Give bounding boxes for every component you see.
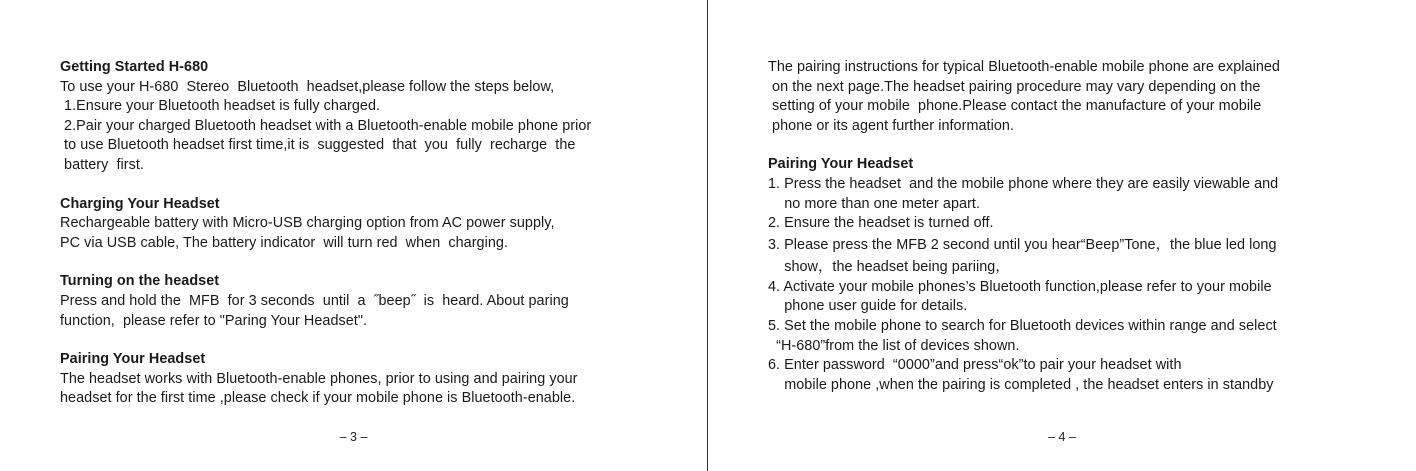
text-line: show，the headset being pariing，: [768, 258, 1010, 275]
text-line: Rechargeable battery with Micro-USB charging option from AC power supply,: [60, 215, 555, 232]
section-pairing: [60, 350, 680, 409]
text-line: 4. Activate your mobile phones’s Bluetooth function,please refer to your mobile: [768, 278, 1272, 295]
section-heading: Pairing Your Headset: [768, 156, 914, 173]
step-item: [768, 356, 1388, 395]
right-page: [708, 0, 1416, 471]
text-line: 3. Please press the MFB 2 second until you hear“Beep”Tone，the blue led long: [768, 236, 1277, 253]
text-line: on the next page.The headset pairing procedure may vary depending on the: [768, 78, 1261, 95]
text-line: phone or its agent further information.: [768, 117, 1014, 134]
text-line: no more than one meter apart.: [768, 195, 981, 212]
text-line: 6. Enter password “0000”and press“ok”to pair your headset with: [768, 357, 1182, 374]
text-line: PC via USB cable, The battery indicator will turn red when charging.: [60, 234, 509, 251]
text-line: 5. Set the mobile phone to search for Bluetooth devices within range and select: [768, 317, 1277, 334]
section-getting-started: [60, 58, 680, 176]
text-line: The pairing instructions for typical Bluetooth-enable mobile phone are explained: [768, 59, 1280, 75]
text-line: function, please refer to "Paring Your Headset".: [60, 312, 368, 329]
text-line: 2.Pair your charged Bluetooth headset with a Bluetooth-enable mobile phone prior: [60, 117, 592, 134]
step-item: [768, 278, 1388, 317]
text-line: setting of your mobile phone.Please contact the manufacture of your mobile: [768, 98, 1262, 115]
page-number: – 3 –: [339, 430, 368, 444]
text-line: mobile phone ,when the pairing is completed , the headset enters in standby: [768, 376, 1274, 393]
section-heading: Turning on the headset: [60, 273, 220, 290]
text-line: 1.Ensure your Bluetooth headset is fully charged.: [60, 98, 381, 115]
text-line: headset for the first time ,please check if your mobile phone is Bluetooth-enable.: [60, 390, 576, 407]
step-item: [768, 317, 1388, 356]
section-pairing-steps: [768, 155, 1388, 395]
left-page: [0, 0, 707, 471]
page-number: – 4 –: [1048, 430, 1076, 444]
text-line: 1. Press the headset and the mobile phone where they are easily viewable and: [768, 175, 1279, 192]
section-charging: [60, 195, 680, 254]
text-line: to use Bluetooth headset first time,it is suggested that you fully recharge the: [60, 137, 576, 154]
text-line: “H-680”from the list of devices shown.: [768, 337, 1020, 354]
section-heading: Charging Your Headset: [60, 195, 220, 212]
step-item: [768, 175, 1388, 214]
section-turning-on: [60, 272, 680, 331]
text-line: To use your H-680 Stereo Bluetooth headset,please follow the steps below,: [60, 78, 555, 95]
intro-paragraph: [768, 58, 1388, 136]
text-line: The headset works with Bluetooth-enable phones, prior to using and pairing your: [60, 370, 578, 387]
section-heading: Pairing Your Headset: [60, 351, 206, 368]
section-heading: Getting Started H-680: [60, 59, 209, 75]
text-line: Press and hold the MFB for 3 seconds until a ˝beep˝ is heard. About paring: [60, 292, 569, 309]
text-line: phone user guide for details.: [768, 298, 968, 315]
right-page-content: [768, 58, 1388, 414]
text-line: 2. Ensure the headset is turned off.: [768, 215, 994, 232]
text-line: battery first.: [60, 156, 144, 173]
step-item: [768, 234, 1388, 278]
step-item: [768, 214, 1388, 234]
left-page-content: [60, 58, 680, 428]
